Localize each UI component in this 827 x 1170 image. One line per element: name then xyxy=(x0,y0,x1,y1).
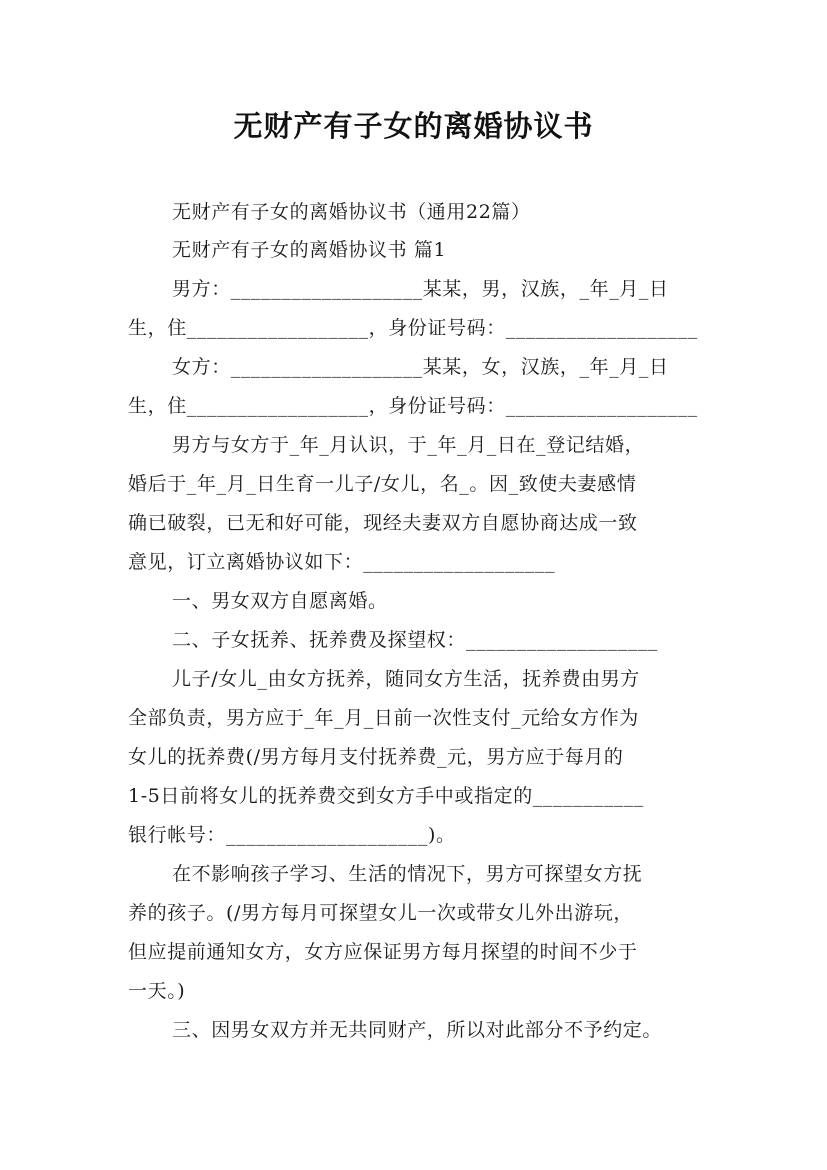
paragraph-line: 但应提前通知女方，女方应保证男方每月探望的时间不少于 xyxy=(128,941,638,963)
paragraph-line: 意见，订立离婚协议如下：___________________ xyxy=(128,551,556,573)
paragraph-line: 养的孩子。(/男方每月可探望女儿一次或带女儿外出游玩， xyxy=(128,902,634,924)
paragraph-line: 银行帐号：____________________)。 xyxy=(128,824,456,846)
clause-heading: 一、男女双方自愿离婚。 xyxy=(172,590,388,612)
paragraph-line: 男方：___________________某某，男，汉族，_年_月_日 xyxy=(172,278,669,300)
paragraph-line: 确已破裂，已无和好可能，现经夫妻双方自愿协商达成一致 xyxy=(128,512,638,534)
clause-heading: 三、因男女双方并无共同财产，所以对此部分不予约定。 xyxy=(172,1019,663,1041)
paragraph-line: 女儿的抚养费(/男方每月支付抚养费_元，男方应于每月的 xyxy=(128,746,624,768)
section-heading: 无财产有子女的离婚协议书 篇1 xyxy=(172,239,447,261)
paragraph-line: 全部负责，男方应于_年_月_日前一次性支付_元给女方作为 xyxy=(128,707,639,729)
paragraph-line: 在不影响孩子学习、生活的情况下，男方可探望女方抚 xyxy=(172,863,643,885)
paragraph-line: 生，住__________________，身份证号码：___________________ xyxy=(128,395,698,417)
paragraph-line: 一天。) xyxy=(128,980,186,1002)
paragraph-line: 女方：___________________某某，女，汉族，_年_月_日 xyxy=(172,356,669,378)
clause-heading: 二、子女抚养、抚养费及探望权：___________________ xyxy=(172,629,658,651)
paragraph-line: 1-5日前将女儿的抚养费交到女方手中或指定的___________ xyxy=(128,785,644,807)
document-title: 无财产有子女的离婚协议书 xyxy=(233,109,594,143)
paragraph-line: 儿子/女儿_由女方抚养，随同女方生活，抚养费由男方 xyxy=(172,668,640,690)
paragraph-line: 男方与女方于_年_月认识，于_年_月_日在_登记结婚， xyxy=(172,434,645,456)
subtitle-line: 无财产有子女的离婚协议书（通用22篇） xyxy=(172,201,531,223)
paragraph-line: 婚后于_年_月_日生育一儿子/女儿，名_。因_致使夫妻感情 xyxy=(128,473,637,495)
paragraph-line: 生，住__________________，身份证号码：___________________ xyxy=(128,317,698,339)
